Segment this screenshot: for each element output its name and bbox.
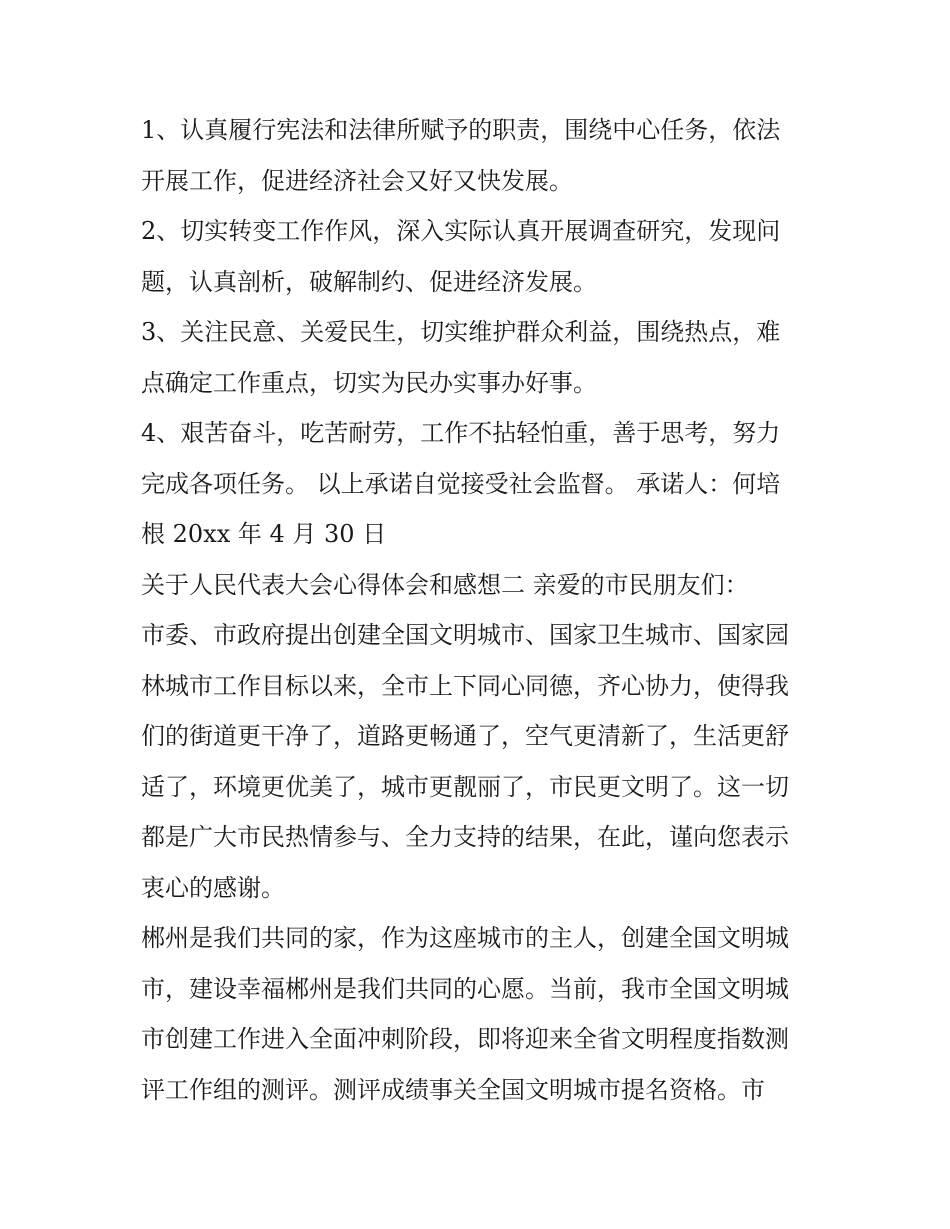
text-line: 4、艰苦奋斗，吃苦耐劳，工作不拈轻怕重，善于思考，努力 bbox=[141, 419, 781, 447]
text-line: 市，建设幸福郴州是我们共同的心愿。当前，我市全国文明城 bbox=[141, 974, 789, 1003]
text-line: 市创建工作进入全面冲刺阶段，即将迎来全省文明程度指数测 bbox=[141, 1025, 789, 1053]
text-line: 根 20xx 年 4 月 30 日 bbox=[141, 520, 387, 548]
text-line: 适了，环境更优美了，城市更靓丽了，市民更文明了。这一切 bbox=[141, 772, 789, 801]
text-line: 市委、市政府提出创建全国文明城市、国家卫生城市、国家园 bbox=[141, 621, 789, 649]
text-line: 开展工作，促进经济社会又好又快发展。 bbox=[141, 166, 573, 195]
text-line: 都是广大市民热情参与、全力支持的结果，在此，谨向您表示 bbox=[141, 823, 789, 851]
text-line: 郴州是我们共同的家，作为这座城市的主人，创建全国文明城 bbox=[141, 924, 789, 952]
document-body bbox=[141, 105, 821, 1115]
text-line: 题，认真剖析，破解制约、促进经济发展。 bbox=[141, 267, 597, 296]
text-line: 们的街道更干净了，道路更畅通了，空气更清新了，生活更舒 bbox=[141, 722, 789, 750]
text-line: 评工作组的测评。测评成绩事关全国文明城市提名资格。市 bbox=[141, 1075, 765, 1104]
text-line: 点确定工作重点，切实为民办实事办好事。 bbox=[141, 368, 597, 397]
text-line: 完成各项任务。 以上承诺自觉接受社会监督。 承诺人：何培 bbox=[141, 469, 781, 498]
section-heading-line: 关于人民代表大会心得体会和感想二 亲爱的市民朋友们： bbox=[141, 570, 749, 599]
text-line: 衷心的感谢。 bbox=[141, 873, 285, 902]
text-line: 2、切实转变工作作风，深入实际认真开展调查研究，发现问 bbox=[141, 217, 781, 245]
text-line: 林城市工作目标以来，全市上下同心同德，齐心协力，使得我 bbox=[141, 671, 789, 700]
text-line: 1、认真履行宪法和法律所赋予的职责，围绕中心任务，依法 bbox=[141, 116, 781, 144]
text-line: 3、关注民意、关爱民生，切实维护群众利益，围绕热点，难 bbox=[141, 318, 781, 346]
